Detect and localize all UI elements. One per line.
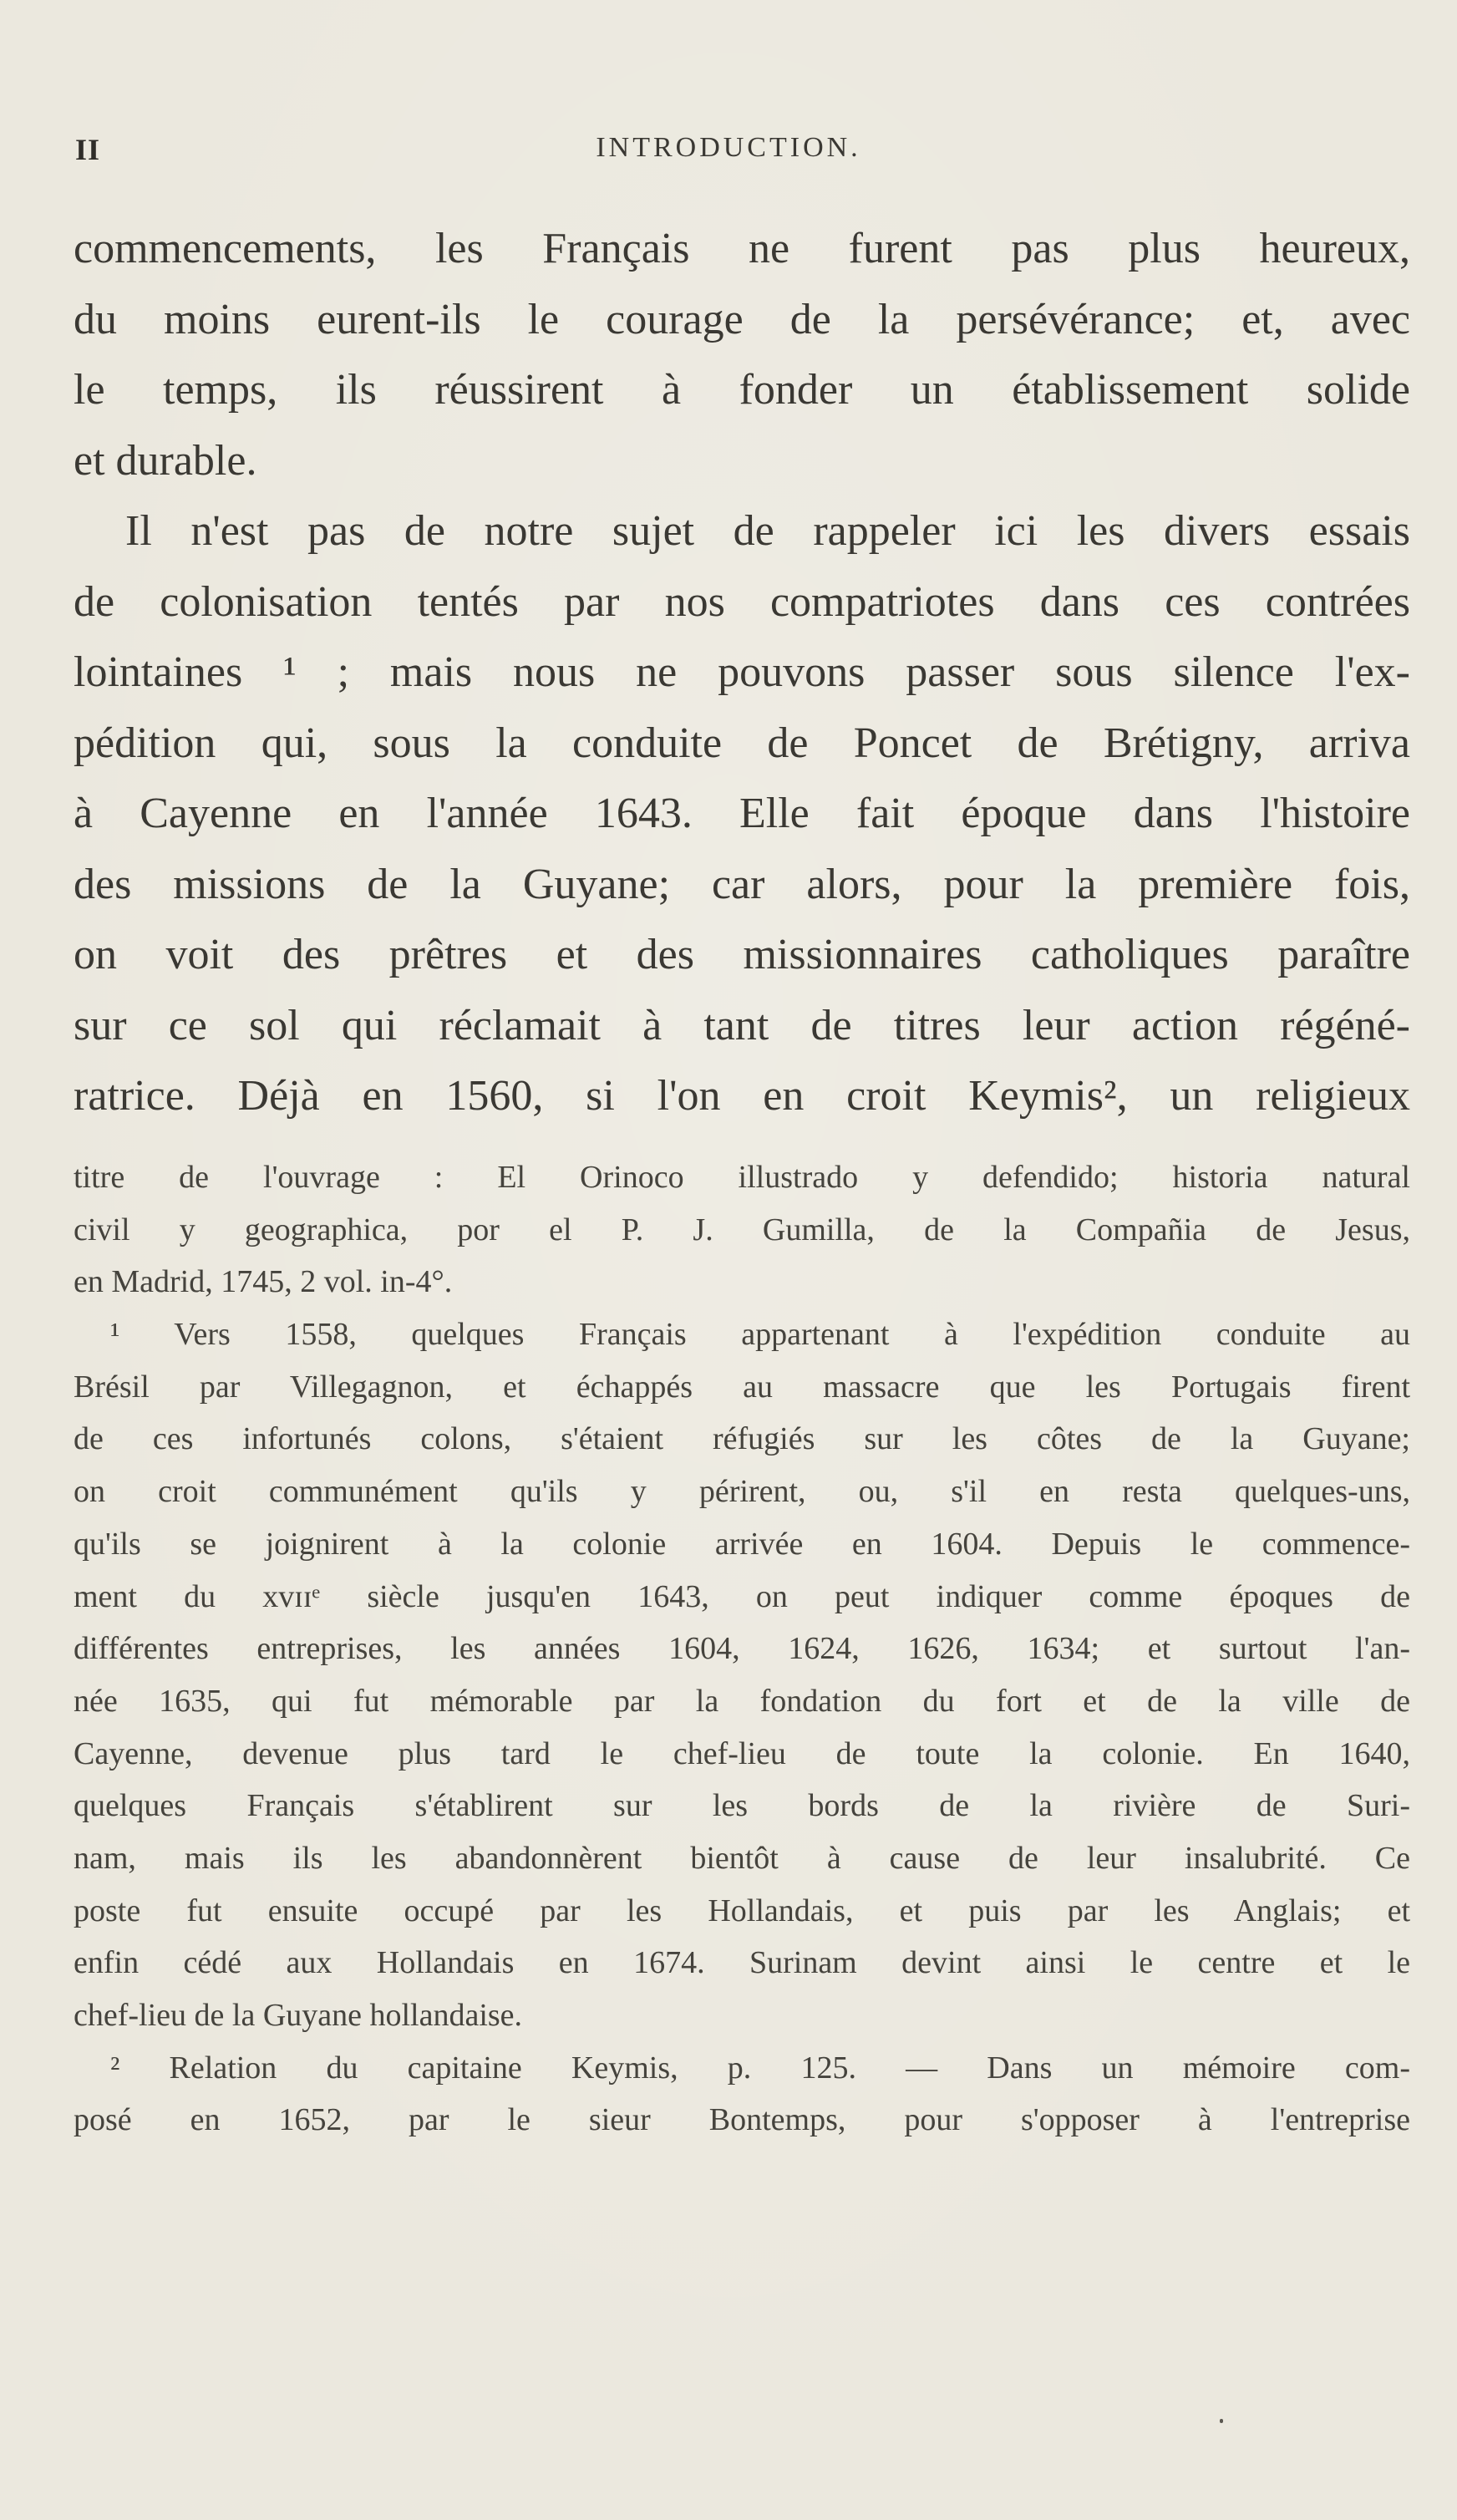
footnote-line: poste fut ensuite occupé par les Hollandais, et puis par les Anglais; et — [74, 1893, 1410, 1928]
page-number: II — [75, 133, 101, 166]
footnote-line: différentes entreprises, les années 1604, 1624, 1626, 1634; et surtout l'an- — [74, 1631, 1410, 1667]
footnote-line: de ces infortunés colons, s'étaient réfugiés sur les côtes de la Guyane; — [74, 1421, 1410, 1457]
text-line: on voit des prêtres et des missionnaires catholiques paraître — [74, 931, 1410, 978]
text-line: des missions de la Guyane; car alors, pour la première fois, — [74, 860, 1410, 908]
text-line: sur ce sol qui réclamait à tant de titres leur action régéné- — [74, 1001, 1410, 1049]
text-line: Il n'est pas de notre sujet de rappeler ici les divers essais — [125, 507, 1410, 555]
footnote-line: enfin cédé aux Hollandais en 1674. Surinam devint ainsi le centre et le — [74, 1945, 1410, 1981]
footnote-line: née 1635, qui fut mémorable par la fondation du fort et de la ville de — [74, 1683, 1410, 1719]
footnote-line: ¹ Vers 1558, quelques Français appartenant à l'expédition conduite au — [110, 1317, 1410, 1353]
footnote-line: qu'ils se joignirent à la colonie arrivée en 1604. Depuis le commence- — [74, 1526, 1410, 1562]
text-line: et durable. — [74, 436, 257, 485]
footnote-line: on croit communément qu'ils y périrent, ou, s'il en resta quelques-uns, — [74, 1474, 1410, 1510]
text-line: commencements, les Français ne furent pas plus heureux, — [74, 225, 1410, 272]
page-header — [75, 132, 1382, 182]
text-line: du moins eurent-ils le courage de la persévérance; et, avec — [74, 295, 1410, 343]
footnote-line: posé en 1652, par le sieur Bontemps, pour s'opposer à l'entreprise — [74, 2102, 1410, 2138]
footnote-line: Cayenne, devenue plus tard le chef-lieu de toute la colonie. En 1640, — [74, 1735, 1410, 1771]
text-line: pédition qui, sous la conduite de Poncet de Brétigny, arriva — [74, 719, 1410, 767]
text-line: lointaines ¹ ; mais nous ne pouvons passer sous silence l'ex- — [74, 648, 1410, 696]
footnote-line: ment du xvɪɪᵉ siècle jusqu'en 1643, on peut indiquer comme époques de — [74, 1578, 1410, 1614]
text-line: ratrice. Déjà en 1560, si l'on en croit Keymis², un religieux — [74, 1072, 1410, 1120]
footnote-line: nam, mais ils les abandonnèrent bientôt à cause de leur insalubrité. Ce — [74, 1840, 1410, 1876]
text-line: le temps, ils réussirent à fonder un établissement solide — [74, 366, 1410, 414]
ink-speck — [1220, 2419, 1223, 2423]
footnote-line: quelques Français s'établirent sur les bords de la rivière de Suri- — [74, 1788, 1410, 1824]
footnote-line: titre de l'ouvrage : El Orinoco illustrado y defendido; historia natural — [74, 1160, 1410, 1195]
text-line: à Cayenne en l'année 1643. Elle fait époque dans l'histoire — [74, 790, 1410, 837]
footnote-line: ² Relation du capitaine Keymis, p. 125. — Dans un mémoire com- — [110, 2050, 1410, 2086]
running-head: INTRODUCTION. — [596, 132, 861, 163]
text-line: de colonisation tentés par nos compatriotes dans ces contrées — [74, 577, 1410, 626]
footnotes — [74, 1151, 1410, 2147]
footnote-line: chef-lieu de la Guyane hollandaise. — [74, 1998, 523, 2033]
main-text — [74, 214, 1410, 1132]
footnote-line: en Madrid, 1745, 2 vol. in-4°. — [74, 1264, 453, 1300]
footnote-line: Brésil par Villegagnon, et échappés au massacre que les Portugais firent — [74, 1369, 1410, 1405]
footnote-line: civil y geographica, por el P. J. Gumilla, de la Compañia de Jesus, — [74, 1212, 1410, 1247]
